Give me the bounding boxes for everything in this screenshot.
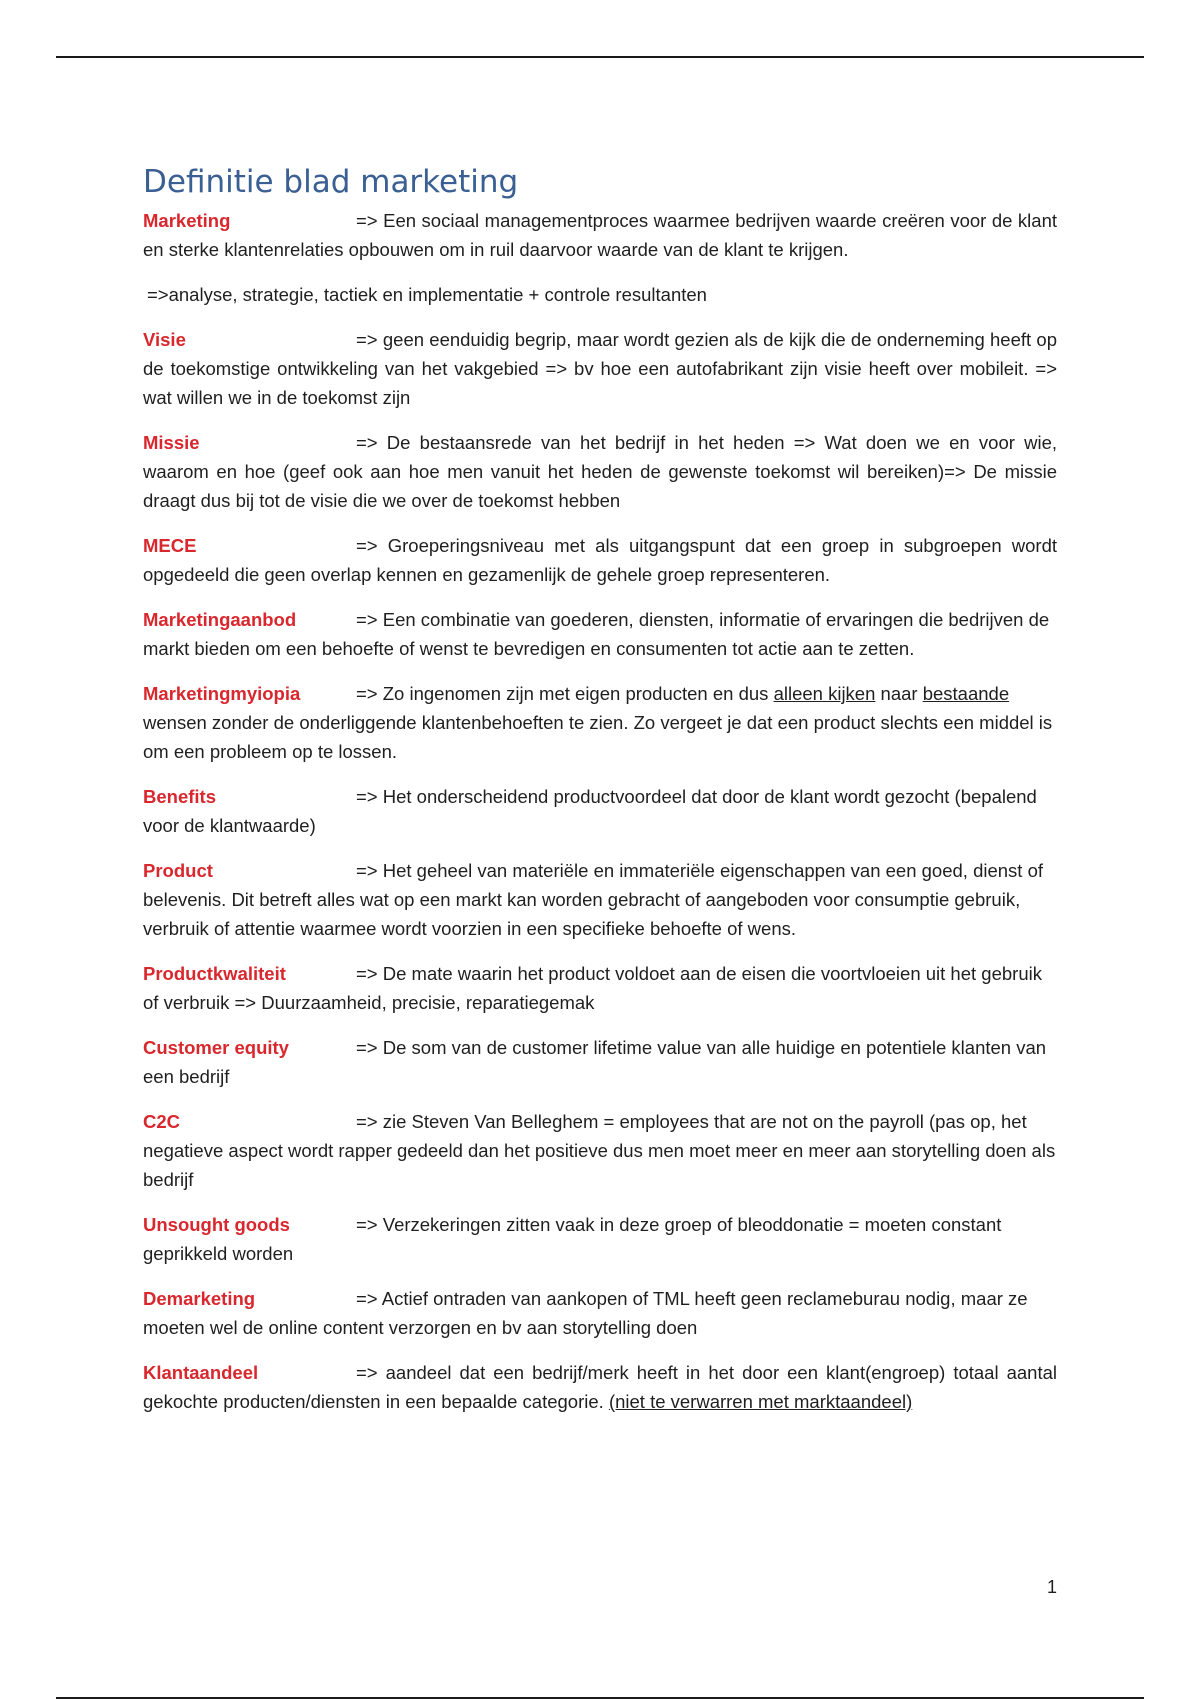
definition-marketingmyiopia	[143, 679, 1057, 766]
term: Benefits	[143, 786, 216, 807]
definition-c2c	[143, 1107, 1057, 1194]
definition-text: => Verzekeringen zitten vaak in deze groep of bleoddonatie = moeten constant geprikkeld worden	[143, 1214, 1002, 1264]
definition-marketingaanbod	[143, 605, 1057, 663]
document-body	[143, 162, 1057, 1432]
term: Marketingaanbod	[143, 609, 297, 630]
definition-text: => Het onderscheidend productvoordeel dat door de klant wordt gezocht (bepalend voor de klantwaarde)	[143, 786, 1037, 836]
underlined-text: (niet te verwarren met marktaandeel)	[608, 1391, 913, 1412]
underlined-text: alleen kijken	[773, 683, 876, 704]
term: Visie	[143, 329, 186, 350]
term: Product	[143, 860, 213, 881]
definition-text: => geen eenduidig begrip, maar wordt gezien als de kijk die de onderneming heeft op de toekomstige ontwikkeling van het vakgebied => bv hoe een autofabrikant zijn visie heeft over mobileit. => wat willen we in de toekomst zijn	[143, 329, 1057, 408]
definition-product	[143, 856, 1057, 943]
footer-rule	[56, 1697, 1144, 1699]
definition-text: => Een combinatie van goederen, diensten, informatie of ervaringen die bedrijven de markt bieden om een behoefte of wenst te bevredigen en consumenten tot actie aan te zetten.	[143, 609, 1050, 659]
definition-text: naar	[875, 683, 923, 704]
term: Unsought goods	[143, 1214, 290, 1235]
definition-visie	[143, 325, 1057, 412]
underlined-text: bestaande	[922, 683, 1010, 704]
note-line: =>analyse, strategie, tactiek en implementatie + controle resultanten	[147, 284, 707, 305]
definition-text: => Een sociaal managementproces waarmee bedrijven waarde creëren voor de klant en sterke klantenrelaties opbouwen om in ruil daarvoor waarde van de klant te krijgen.	[143, 210, 1057, 260]
definition-customer-equity	[143, 1033, 1057, 1091]
definition-text: => De som van de customer lifetime value van alle huidige en potentiele klanten van een bedrijf	[143, 1037, 1047, 1087]
definition-benefits	[143, 782, 1057, 840]
definition-demarketing	[143, 1284, 1057, 1342]
header-rule	[56, 56, 1144, 58]
definition-text: => Groeperingsniveau met als uitgangspunt dat een groep in subgroepen wordt opgedeeld die geen overlap kennen en gezamenlijk de gehele groep representeren.	[143, 535, 1057, 585]
definition-text: => Zo ingenomen zijn met eigen producten en dus	[356, 683, 774, 704]
definition-unsought-goods	[143, 1210, 1057, 1268]
term: C2C	[143, 1111, 181, 1132]
definition-text: wensen zonder de onderliggende klantenbehoeften te zien. Zo vergeet je dat een product slechts een middel is om een probleem op te lossen.	[143, 712, 1053, 762]
term: Marketing	[143, 210, 231, 231]
definition-text: => aandeel dat een bedrijf/merk heeft in het door een klant(engroep) totaal aantal gekochte producten/diensten in een bepaalde categorie.	[143, 1362, 1057, 1412]
page-number: 1	[1046, 1577, 1057, 1597]
definition-productkwaliteit	[143, 959, 1057, 1017]
definition-missie	[143, 428, 1057, 515]
term: Marketingmyiopia	[143, 683, 301, 704]
term: Missie	[143, 432, 200, 453]
definition-text: => Actief ontraden van aankopen of TML heeft geen reclameburau nodig, maar ze moeten wel de online content verzorgen en bv aan storytelling doen	[143, 1288, 1028, 1338]
page-title: Definitie blad marketing	[143, 164, 519, 200]
term: Klantaandeel	[143, 1362, 259, 1383]
definition-text: => De mate waarin het product voldoet aan de eisen die voortvloeien uit het gebruik of verbruik => Duurzaamheid, precisie, reparatiegemak	[143, 963, 1042, 1013]
definition-text: => zie Steven Van Belleghem = employees that are not on the payroll (pas op, het negatieve aspect wordt rapper gedeeld dan het positieve dus men moet meer en meer aan storytelling doen als bedrijf	[143, 1111, 1056, 1190]
definition-klantaandeel	[143, 1358, 1057, 1416]
term: Productkwaliteit	[143, 963, 286, 984]
definition-mece	[143, 531, 1057, 589]
term: MECE	[143, 535, 197, 556]
term: Customer equity	[143, 1037, 289, 1058]
definition-text: => De bestaansrede van het bedrijf in het heden => Wat doen we en voor wie, waarom en hoe (geef ook aan hoe men vanuit het heden de gewenste toekomst wil bereiken)=> De missie draagt dus bij tot de visie die we over de toekomst hebben	[143, 432, 1057, 511]
term: Demarketing	[143, 1288, 256, 1309]
definition-marketing	[143, 206, 1057, 264]
definition-text: => Het geheel van materiële en immateriële eigenschappen van een goed, dienst of belevenis. Dit betreft alles wat op een markt kan worden gebracht of aangeboden voor consumptie gebruik, verbruik of attentie waarmee wordt voorzien in een specifieke behoefte of wens.	[143, 860, 1044, 939]
